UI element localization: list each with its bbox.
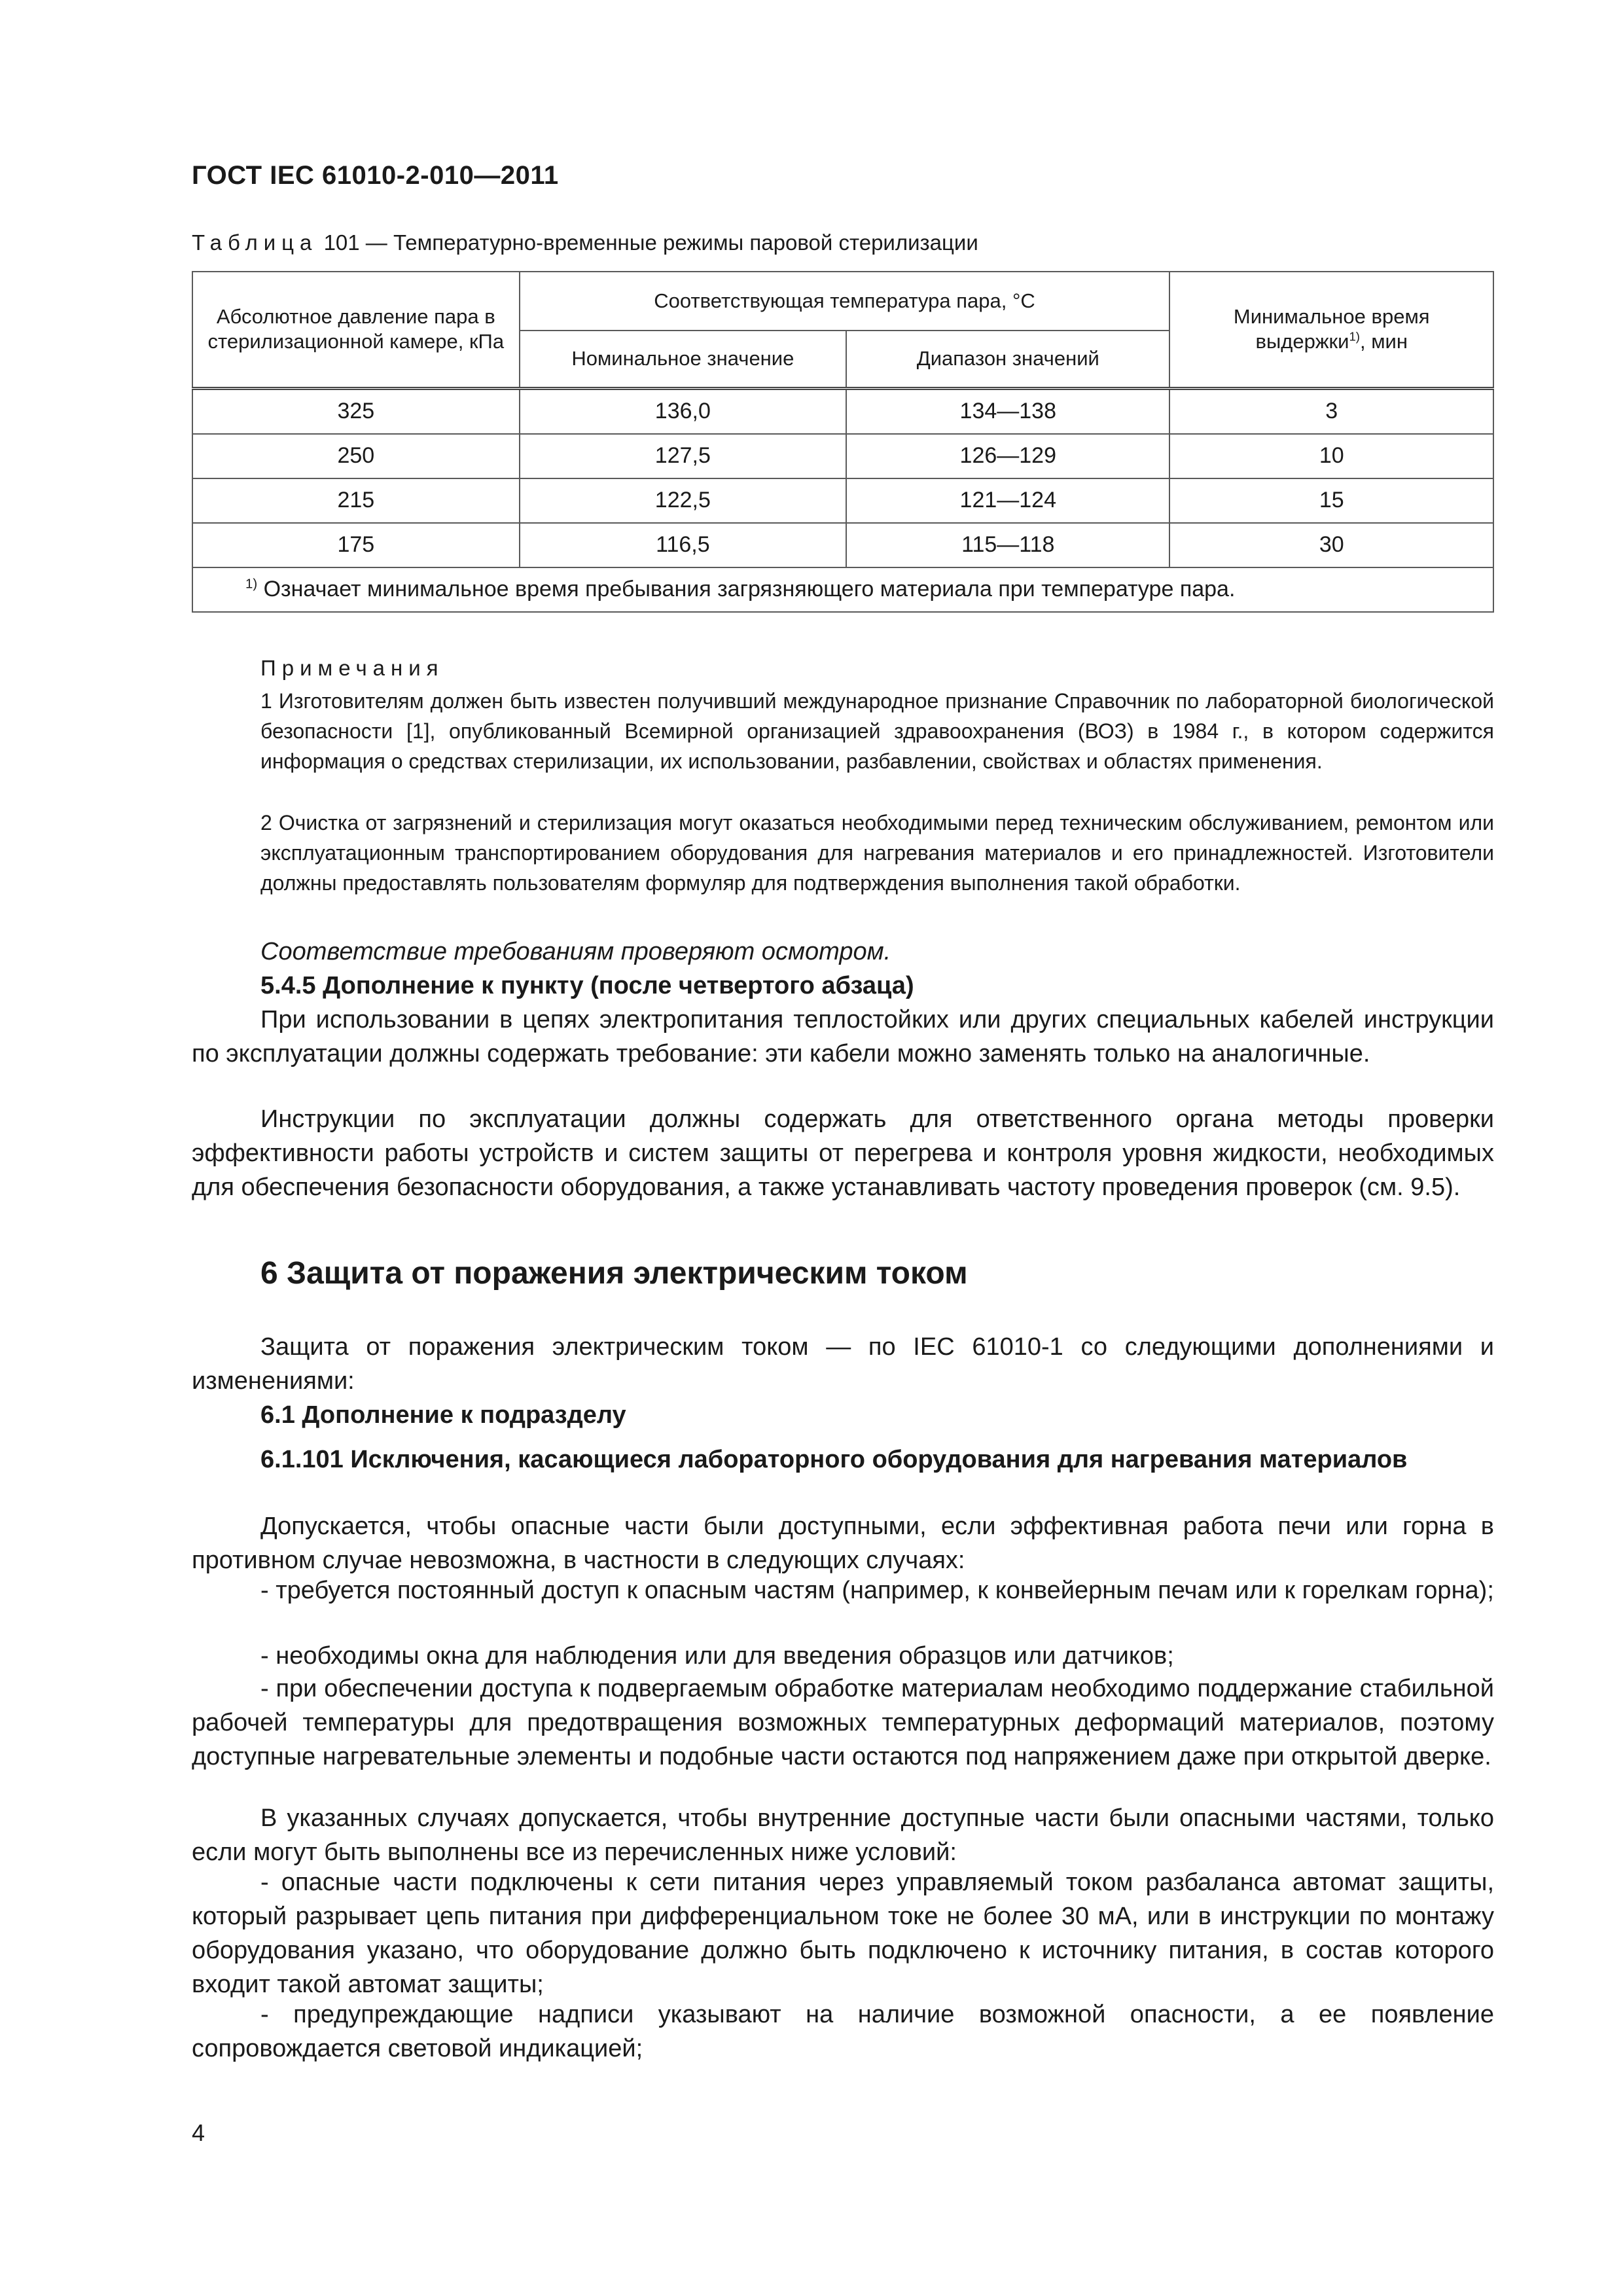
cell-range: 126—129 (846, 434, 1169, 478)
header-min-time-unit: , мин (1359, 330, 1408, 353)
header-pressure: Абсолютное давление пара в стерилизационной камере, кПа (192, 272, 520, 388)
compliance-statement: Соответствие требованиям проверяют осмотром. (260, 938, 891, 965)
section-6-paragraph: Защита от поражения электрическим током — по IEC 61010-1 со следующими дополнениями и изменениями: (192, 1333, 1494, 1395)
section-545-heading: 5.4.5 Дополнение к пункту (после четвертого абзаца) (260, 972, 914, 999)
note-2-text: 2 Очистка от загрязнений и стерилизация могут оказаться необходимыми перед техническим обслуживанием, ремонтом или эксплуатационным транспортированием оборудования для нагревания материалов и его принадлежностей. Изготовители должны предоставлять пользователям формуляр для подтверждения выполнения такой обработки. (260, 811, 1494, 895)
cell-time: 15 (1169, 478, 1493, 523)
cell-pressure: 250 (192, 434, 520, 478)
header-min-time (1169, 272, 1493, 388)
table-row (192, 434, 1493, 478)
table-footnote (192, 567, 1493, 612)
cell-range: 134—138 (846, 388, 1169, 434)
document-header: ГОСТ IEC 61010-2-010—2011 (192, 161, 559, 190)
section-61-heading: 6.1 Дополнение к подразделу (260, 1401, 626, 1429)
cell-range: 115—118 (846, 523, 1169, 567)
note-1-text: 1 Изготовителям должен быть известен получивший международное признание Справочник по лабораторной биологической безопасности [1], опубликованный Всемирной организацией здравоохранения (ВОЗ) в 1984 г., в котором содержится информация о средствах стерилизации, их использовании, разбавлении, свойствах и областях применения. (260, 689, 1494, 773)
table-caption-text: 101 — Температурно-временные режимы паровой стерилизации (323, 230, 978, 255)
footnote-text: Означает минимальное время пребывания загрязняющего материала при температуре пара. (263, 577, 1236, 601)
cell-time: 3 (1169, 388, 1493, 434)
cell-range: 121—124 (846, 478, 1169, 523)
bullet-item: - предупреждающие надписи указывают на наличие возможной опасности, а ее появление сопровождается световой индикацией; (192, 2001, 1494, 2062)
section-545-paragraph-1: При использовании в цепях электропитания теплостойких или других специальных кабелей инструкции по эксплуатации должны содержать требование: эти кабели можно заменять только на аналогичные. (192, 1006, 1494, 1067)
section-61101-paragraph-1: Допускается, чтобы опасные части были доступными, если эффективная работа печи или горна в противном случае невозможна, в частности в следующих случаях: (192, 1513, 1494, 1574)
cell-nominal: 116,5 (520, 523, 846, 567)
notes-heading: Примечания (260, 656, 444, 680)
note-1 (192, 686, 1494, 776)
cell-nominal: 136,0 (520, 388, 846, 434)
table-row (192, 478, 1493, 523)
table-footnote-row (192, 567, 1493, 612)
section-545-paragraph-2: Инструкции по эксплуатации должны содержать для ответственного органа методы проверки эффективности работы устройств и систем защиты от перегрева и контроля уровня жидкости, необходимых для обеспечения безопасности оборудования, а также устанавливать частоту проведения проверок (см. 9.5). (192, 1105, 1494, 1201)
bullet-item: - опасные части подключены к сети питания через управляемый током разбаланса автомат защиты, который разрывает цепь питания при дифференциальном токе не более 30 мА, или в инструкции по монтажу оборудования указано, что оборудование должно быть подключено к источнику питания, в состав которого входит такой автомат защиты; (192, 1869, 1494, 1998)
cell-pressure: 175 (192, 523, 520, 567)
section-61101-paragraph-2: В указанных случаях допускается, чтобы внутренние доступные части были опасными частями, только если могут быть выполнены все из перечисленных ниже условий: (192, 1804, 1494, 1866)
cell-nominal: 127,5 (520, 434, 846, 478)
bullet-item: - необходимы окна для наблюдения или для введения образцов или датчиков; (260, 1642, 1174, 1670)
note-2 (192, 808, 1494, 898)
header-temperature: Соответствующая температура пара, °С (520, 272, 1170, 331)
cell-pressure: 325 (192, 388, 520, 434)
sterilization-table (192, 271, 1494, 613)
header-nominal: Номинальное значение (520, 331, 846, 388)
table-row (192, 388, 1493, 434)
bullet-item: - при обеспечении доступа к подвергаемым обработке материалам необходимо поддержание стабильной рабочей температуры для предотвращения возможных температурных деформаций материалов, поэтому доступные нагревательные элементы и подобные части остаются под напряжением даже при открытой дверке. (192, 1675, 1494, 1770)
section-6-heading: 6 Защита от поражения электрическим током (260, 1256, 968, 1291)
cell-pressure: 215 (192, 478, 520, 523)
header-min-time-sup: 1) (1349, 329, 1360, 344)
table-caption (192, 230, 978, 255)
section-61101-heading: 6.1.101 Исключения, касающиеся лабораторного оборудования для нагревания материалов (260, 1446, 1408, 1473)
table-caption-word: Таблица (192, 230, 318, 255)
footnote-mark: 1) (245, 577, 258, 592)
bullet-item: - требуется постоянный доступ к опасным частям (например, к конвейерным печам или к горелкам горна); (260, 1577, 1494, 1604)
cell-time: 10 (1169, 434, 1493, 478)
table-row (192, 523, 1493, 567)
cell-time: 30 (1169, 523, 1493, 567)
page-number: 4 (192, 2119, 205, 2146)
header-range: Диапазон значений (846, 331, 1169, 388)
header-min-time-text: Минимальное время выдержки (1233, 305, 1430, 353)
cell-nominal: 122,5 (520, 478, 846, 523)
